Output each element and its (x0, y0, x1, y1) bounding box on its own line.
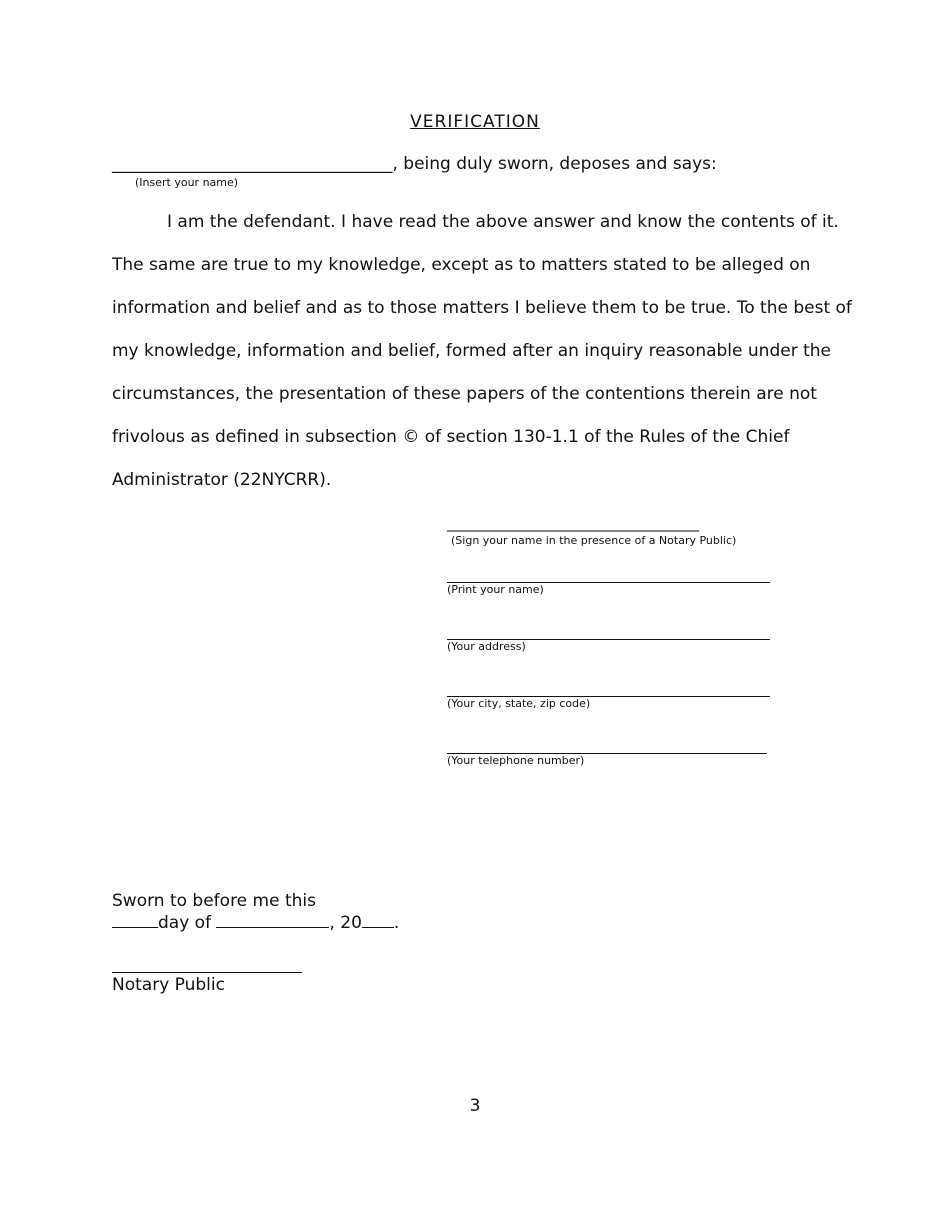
city-state-zip-hint: (Your city, state, zip code) (447, 697, 591, 710)
page-number: 3 (469, 1096, 481, 1116)
body-line-2: The same are true to my knowledge, except as to matters stated to be alleged on (112, 255, 811, 275)
year-suffix: . (393, 913, 400, 933)
print-name-hint: (Print your name) (447, 583, 544, 596)
body-line-7: Administrator (22NYCRR). (112, 470, 332, 490)
insert-name-hint: (Insert your name) (135, 176, 239, 189)
year-prefix: , 20 (329, 913, 362, 933)
signature-blank[interactable]: ____________________________________ (447, 516, 699, 532)
sworn-line: Sworn to before me this (112, 891, 316, 911)
deponent-line (112, 154, 717, 174)
day-of-text: day of (158, 913, 212, 933)
notary-public-label: Notary Public (112, 975, 225, 995)
body-line-1: I am the defendant. I have read the above answer and know the contents of it. (167, 212, 839, 232)
body-line-6: frivolous as defined in subsection © of section 130-1.1 of the Rules of the Chief (112, 427, 790, 447)
sworn-date-line (112, 913, 399, 933)
deponent-statement: , being duly sworn, deposes and says: (392, 154, 717, 174)
deponent-name-blank[interactable]: _________________________________ (112, 154, 393, 174)
telephone-hint: (Your telephone number) (447, 754, 585, 767)
month-blank[interactable] (216, 913, 329, 928)
day-blank[interactable] (112, 913, 158, 928)
document-title: VERIFICATION (410, 112, 540, 132)
year-blank[interactable] (362, 913, 394, 928)
sign-hint: (Sign your name in the presence of a Notary Public) (451, 534, 737, 547)
address-hint: (Your address) (447, 640, 526, 653)
notary-signature-line[interactable] (112, 972, 302, 973)
body-line-3: information and belief and as to those matters I believe them to be true. To the best of (112, 298, 852, 318)
body-line-4: my knowledge, information and belief, formed after an inquiry reasonable under the (112, 341, 831, 361)
body-line-5: circumstances, the presentation of these papers of the contentions therein are not (112, 384, 817, 404)
